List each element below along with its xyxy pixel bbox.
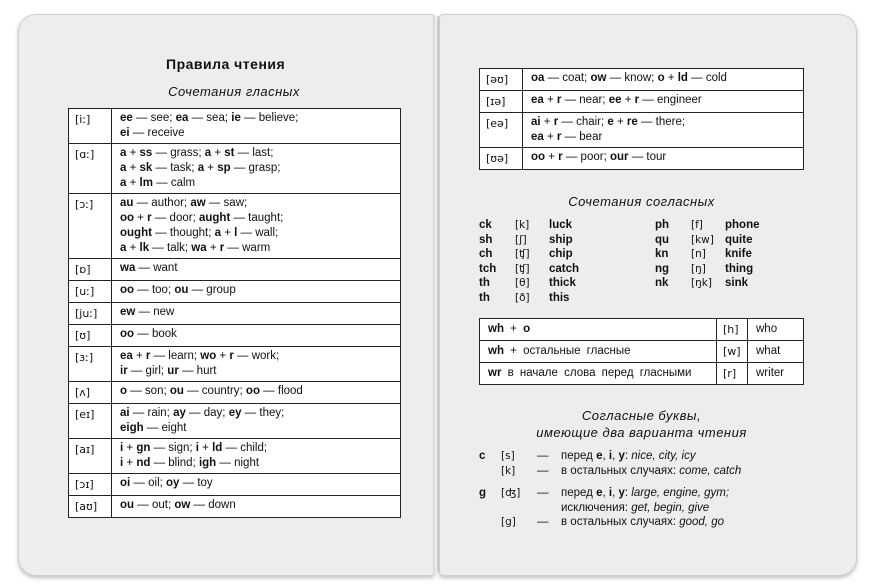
phonetic-symbol: [θ]: [515, 277, 530, 289]
example-word: who: [748, 319, 804, 341]
letter-combination: th: [479, 291, 490, 304]
example-word: what: [748, 341, 804, 363]
dash: [537, 501, 561, 516]
spelling-examples: oo — book: [112, 325, 401, 347]
spelling-examples: ou — out; ow — down: [112, 496, 401, 518]
example-word: ship: [549, 233, 573, 246]
letter-combination: ck: [479, 219, 492, 231]
consonant-row: [655, 218, 760, 233]
table-row: [69, 439, 401, 474]
example-word: writer: [748, 363, 804, 385]
reading-rule-line: [479, 464, 741, 479]
table-row: [69, 404, 401, 439]
spelling-examples: a + ss — grass; a + st — last; a + sk — task; a + sp — grasp; a + lm — calm: [112, 144, 401, 194]
rule-text: перед e, i, y: nice, city, icy: [561, 450, 696, 462]
phonetic-symbol: [ʤ]: [501, 487, 521, 499]
phonetic-symbol: [k]: [515, 219, 530, 231]
table-row: [480, 363, 804, 385]
phonetic-symbol: [s]: [501, 450, 515, 462]
consonant-row: [655, 262, 760, 277]
consonant-row: [479, 291, 579, 306]
dash: [537, 478, 561, 486]
phonetic-symbol: [aʊ]: [69, 496, 112, 518]
consonant-row: [479, 247, 579, 262]
dash: —: [537, 450, 549, 462]
example-word: catch: [549, 262, 580, 275]
phonetic-symbol: [g]: [501, 516, 516, 528]
letter-combination: kn: [655, 248, 669, 260]
table-row: [69, 325, 401, 347]
phonetic-symbol: [ɔɪ]: [69, 474, 112, 496]
spelling-examples: wa — want: [112, 259, 401, 281]
phonetic-symbol: [eə]: [480, 113, 523, 148]
dash: —: [537, 487, 549, 499]
table-row: [69, 194, 401, 259]
phonetic-symbol: [501, 478, 537, 486]
vowel-combinations-table-cont: [479, 68, 804, 170]
example-word: knife: [725, 248, 752, 260]
phonetic-symbol: [ɪə]: [480, 91, 523, 113]
table-row: [480, 91, 804, 113]
spelling-rule: wr в начале слова перед гласными: [480, 363, 717, 385]
reading-rule-line: [479, 515, 741, 530]
phonetic-symbol: [əʊ]: [480, 69, 523, 91]
rule-text: в остальных случаях: come, catch: [561, 464, 742, 477]
phonetic-symbol: [aɪ]: [69, 439, 112, 474]
table-row: [69, 144, 401, 194]
table-row: [480, 113, 804, 148]
phonetic-symbol: [n]: [691, 248, 706, 260]
reading-rule-line: [479, 501, 741, 516]
phonetic-symbol: [k]: [501, 464, 516, 477]
consonant-letter: g: [479, 487, 487, 499]
consonant-row: [479, 262, 579, 277]
reading-rule-line: [479, 449, 741, 464]
vowel-combinations-table: [68, 108, 401, 518]
consonant-letter: [479, 478, 501, 486]
letter-combination: th: [479, 277, 490, 289]
table-row: [69, 281, 401, 303]
phonetic-symbol: [ɜː]: [69, 347, 112, 382]
reading-rule-line: [479, 486, 741, 501]
example-word: phone: [725, 219, 760, 231]
example-word: luck: [549, 219, 573, 231]
consonant-row: [479, 276, 579, 291]
letter-combination: ph: [655, 219, 670, 231]
spelling-examples: ea + r — near; ee + r — engineer: [523, 91, 804, 113]
letter-combination: sh: [479, 233, 493, 246]
rule-text: в остальных случаях: good, go: [561, 516, 724, 528]
consonant-row: [655, 276, 760, 291]
consonants-list-right: [655, 218, 760, 291]
table-row: [69, 496, 401, 518]
example-word: this: [549, 291, 570, 304]
spelling-rule: wh + остальные гласные: [480, 341, 717, 363]
phonetic-symbol: [ʌ]: [69, 382, 112, 404]
consonant-letter: [479, 501, 501, 516]
phonetic-symbol: [h]: [717, 319, 748, 341]
consonants-subtitle: Сочетания согласных: [568, 194, 715, 209]
spelling-examples: oo — too; ou — group: [112, 281, 401, 303]
table-row: [480, 69, 804, 91]
letter-combination: qu: [655, 233, 670, 246]
spelling-examples: o — son; ou — country; oo — flood: [112, 382, 401, 404]
phonetic-symbol: [juː]: [69, 303, 112, 325]
wh-wr-table: [479, 318, 804, 385]
rule-text: перед e, i, y: large, engine, gym;: [561, 487, 730, 499]
consonant-letter: [479, 515, 501, 530]
consonant-letter: c: [479, 450, 486, 462]
two-readings-title-2: имеющие два варианта чтения: [536, 425, 747, 440]
reading-rule-line: [479, 478, 741, 486]
spelling-examples: ew — new: [112, 303, 401, 325]
consonant-letter: [479, 464, 501, 479]
phonetic-symbol: [eɪ]: [69, 404, 112, 439]
phonetic-symbol: [r]: [717, 363, 748, 385]
example-word: thick: [549, 277, 576, 289]
table-row: [69, 474, 401, 496]
phonetic-symbol: [ʊə]: [480, 148, 523, 170]
spelling-examples: oi — oil; oy — toy: [112, 474, 401, 496]
spelling-examples: au — author; aw — saw; oo + r — door; aught — taught; ought — thought; a + l — wall; a + lk — talk; wa + r — warm: [112, 194, 401, 259]
spelling-examples: ea + r — learn; wo + r — work; ir — girl; ur — hurt: [112, 347, 401, 382]
vowels-subtitle: Сочетания гласных: [168, 84, 300, 99]
consonant-row: [479, 233, 579, 248]
phonetic-symbol: [501, 501, 537, 516]
table-row: [69, 347, 401, 382]
table-row: [69, 109, 401, 144]
letter-combination: nk: [655, 277, 669, 289]
phonetic-symbol: [ʧ]: [515, 248, 530, 260]
spelling-examples: ai + r — chair; e + re — there; ea + r — bear: [523, 113, 804, 148]
phonetic-symbol: [w]: [717, 341, 748, 363]
two-readings-list: [479, 449, 741, 530]
consonant-row: [655, 247, 760, 262]
example-word: quite: [725, 233, 753, 246]
example-word: thing: [725, 262, 754, 275]
dash: —: [537, 464, 549, 477]
dash: —: [537, 516, 549, 528]
phonetic-symbol: [ŋk]: [691, 277, 712, 289]
rule-text: исключения: get, begin, give: [561, 501, 710, 514]
spelling-examples: ai — rain; ay — day; ey — they; eigh — eight: [112, 404, 401, 439]
phonetic-symbol: [ʧ]: [515, 262, 530, 275]
spelling-examples: i + gn — sign; i + ld — child; i + nd — blind; igh — night: [112, 439, 401, 474]
table-row: [480, 341, 804, 363]
phonetic-symbol: [ʃ]: [515, 233, 527, 246]
example-word: chip: [549, 248, 573, 260]
phonetic-symbol: [kw]: [691, 233, 714, 246]
spelling-rule: wh + o: [480, 319, 717, 341]
letter-combination: ch: [479, 248, 493, 260]
phonetic-symbol: [iː]: [69, 109, 112, 144]
example-word: sink: [725, 277, 749, 289]
two-readings-title-1: Согласные буквы,: [581, 408, 702, 423]
letter-combination: ng: [655, 262, 670, 275]
table-row: [69, 259, 401, 281]
phonetic-symbol: [ɒ]: [69, 259, 112, 281]
table-row: [480, 319, 804, 341]
consonant-row: [479, 218, 579, 233]
phonetic-symbol: [ɔː]: [69, 194, 112, 259]
phonetic-symbol: [ʊ]: [69, 325, 112, 347]
consonant-row: [655, 233, 760, 248]
page-title: Правила чтения: [166, 56, 286, 72]
phonetic-symbol: [ŋ]: [691, 262, 706, 275]
table-row: [69, 382, 401, 404]
table-row: [69, 303, 401, 325]
spelling-examples: ee — see; ea — sea; ie — believe; ei — receive: [112, 109, 401, 144]
table-row: [480, 148, 804, 170]
consonants-list-left: [479, 218, 579, 305]
phonetic-symbol: [ð]: [515, 291, 530, 304]
phonetic-symbol: [f]: [691, 219, 703, 231]
spelling-examples: oa — coat; ow — know; o + ld — cold: [523, 69, 804, 91]
phonetic-symbol: [ɑː]: [69, 144, 112, 194]
spelling-examples: oo + r — poor; our — tour: [523, 148, 804, 170]
letter-combination: tch: [479, 262, 497, 275]
phonetic-symbol: [uː]: [69, 281, 112, 303]
